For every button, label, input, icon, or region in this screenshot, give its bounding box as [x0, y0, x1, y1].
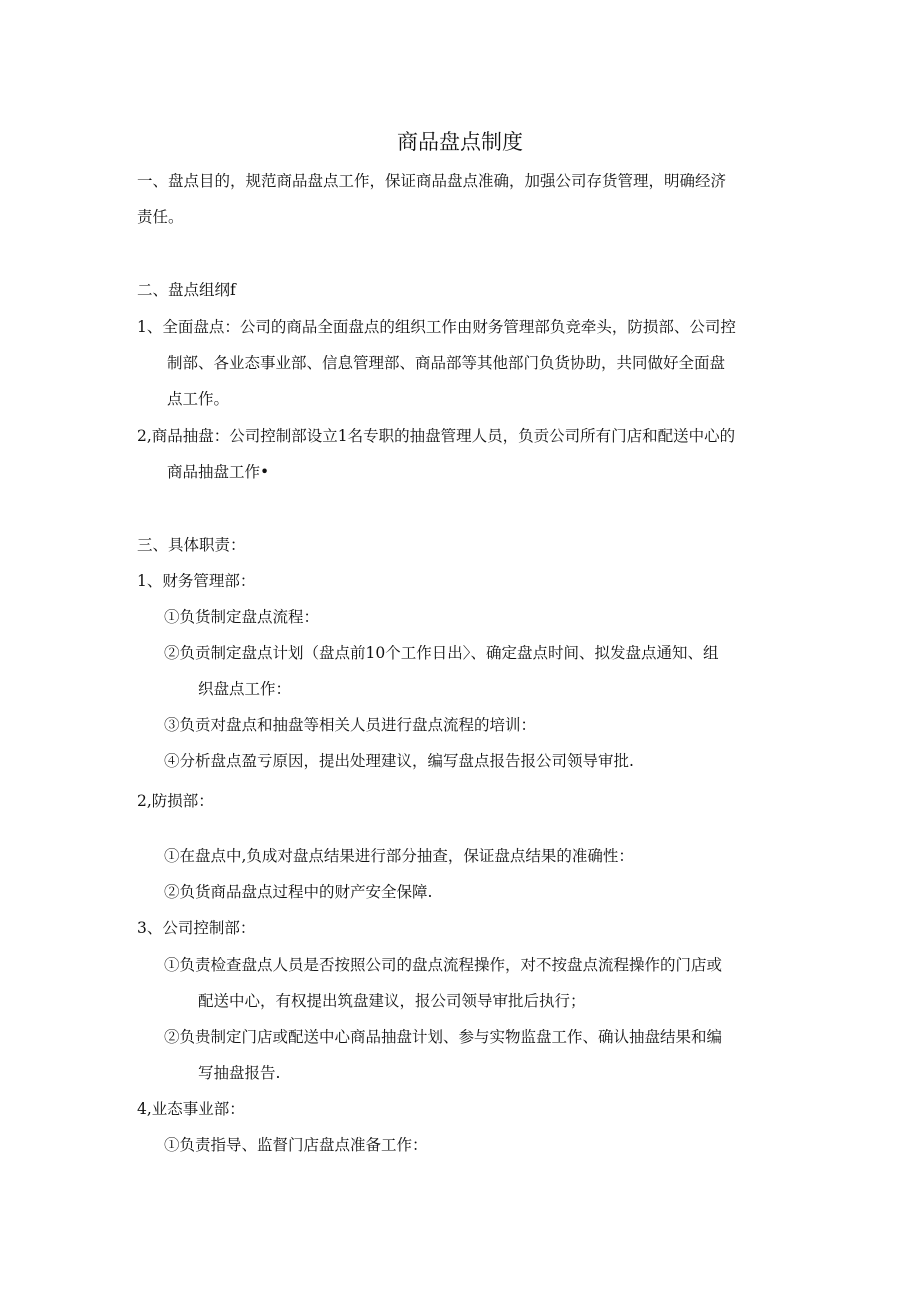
list-item: ②负贡制定盘点计划（盘点前10个工作日出〉、确定盘点时间、拟发盘点通知、组: [164, 644, 719, 662]
text-line: 点工作。: [167, 390, 230, 408]
list-item: ②负货商品盘点过程中的财产安全保障.: [164, 883, 433, 901]
list-item: ②负贵制定门店或配送中心商品抽盘计划、参与实物监盘工作、确认抽盘结果和编: [164, 1028, 723, 1046]
text-line: 2,商品抽盘：公司控制部设立1名专职的抽盘管理人员，负贡公司所有门店和配送中心的: [137, 427, 736, 445]
subsection-heading: 1、财务管理部：: [137, 572, 256, 590]
subsection-heading: 3、公司控制部：: [137, 919, 256, 937]
text-line: 商品抽盘工作•: [167, 463, 270, 481]
text-line: 一、盘点目的，规范商品盘点工作，保证商品盘点准确，加强公司存货管理，明确经济: [137, 172, 727, 190]
list-item: ①负货制定盘点流程：: [164, 608, 320, 626]
subsection-heading: 4,业态事业部：: [137, 1100, 245, 1118]
document-title: 商品盘点制度: [397, 130, 523, 154]
subsection-heading: 2,防损部：: [137, 792, 214, 810]
list-item-continuation: 写抽盘报告.: [198, 1064, 281, 1082]
list-item-continuation: 织盘点工作：: [198, 680, 292, 698]
list-item: ③负贡对盘点和抽盘等相关人员进行盘点流程的培训：: [164, 716, 537, 734]
text-line: 1、全面盘点：公司的商品全面盘点的组织工作由财务管理部负竞牵头，防损部、公司控: [137, 318, 736, 336]
list-item: ①负责检查盘点人员是否按照公司的盘点流程操作，对不按盘点流程操作的门店或: [164, 956, 723, 974]
section-heading: 二、盘点组纲f: [137, 281, 236, 299]
text-line: 制部、各业态事业部、信息管理部、商品部等其他部门负货协助，共同做好全面盘: [167, 354, 726, 372]
list-item: ④分析盘点盈亏原因，提出处理建议，编写盘点报告报公司领导审批.: [164, 752, 634, 770]
list-item-continuation: 配送中心，有权提出筑盘建议，报公司领导审批后执行；: [198, 992, 586, 1010]
text-line: 责任。: [137, 208, 184, 226]
list-item: ①在盘点中,负成对盘点结果进行部分抽查，保证盘点结果的准确性：: [164, 847, 634, 865]
section-heading: 三、具体职责：: [137, 536, 246, 554]
list-item: ①负责指导、监督门店盘点准备工作：: [164, 1136, 428, 1154]
